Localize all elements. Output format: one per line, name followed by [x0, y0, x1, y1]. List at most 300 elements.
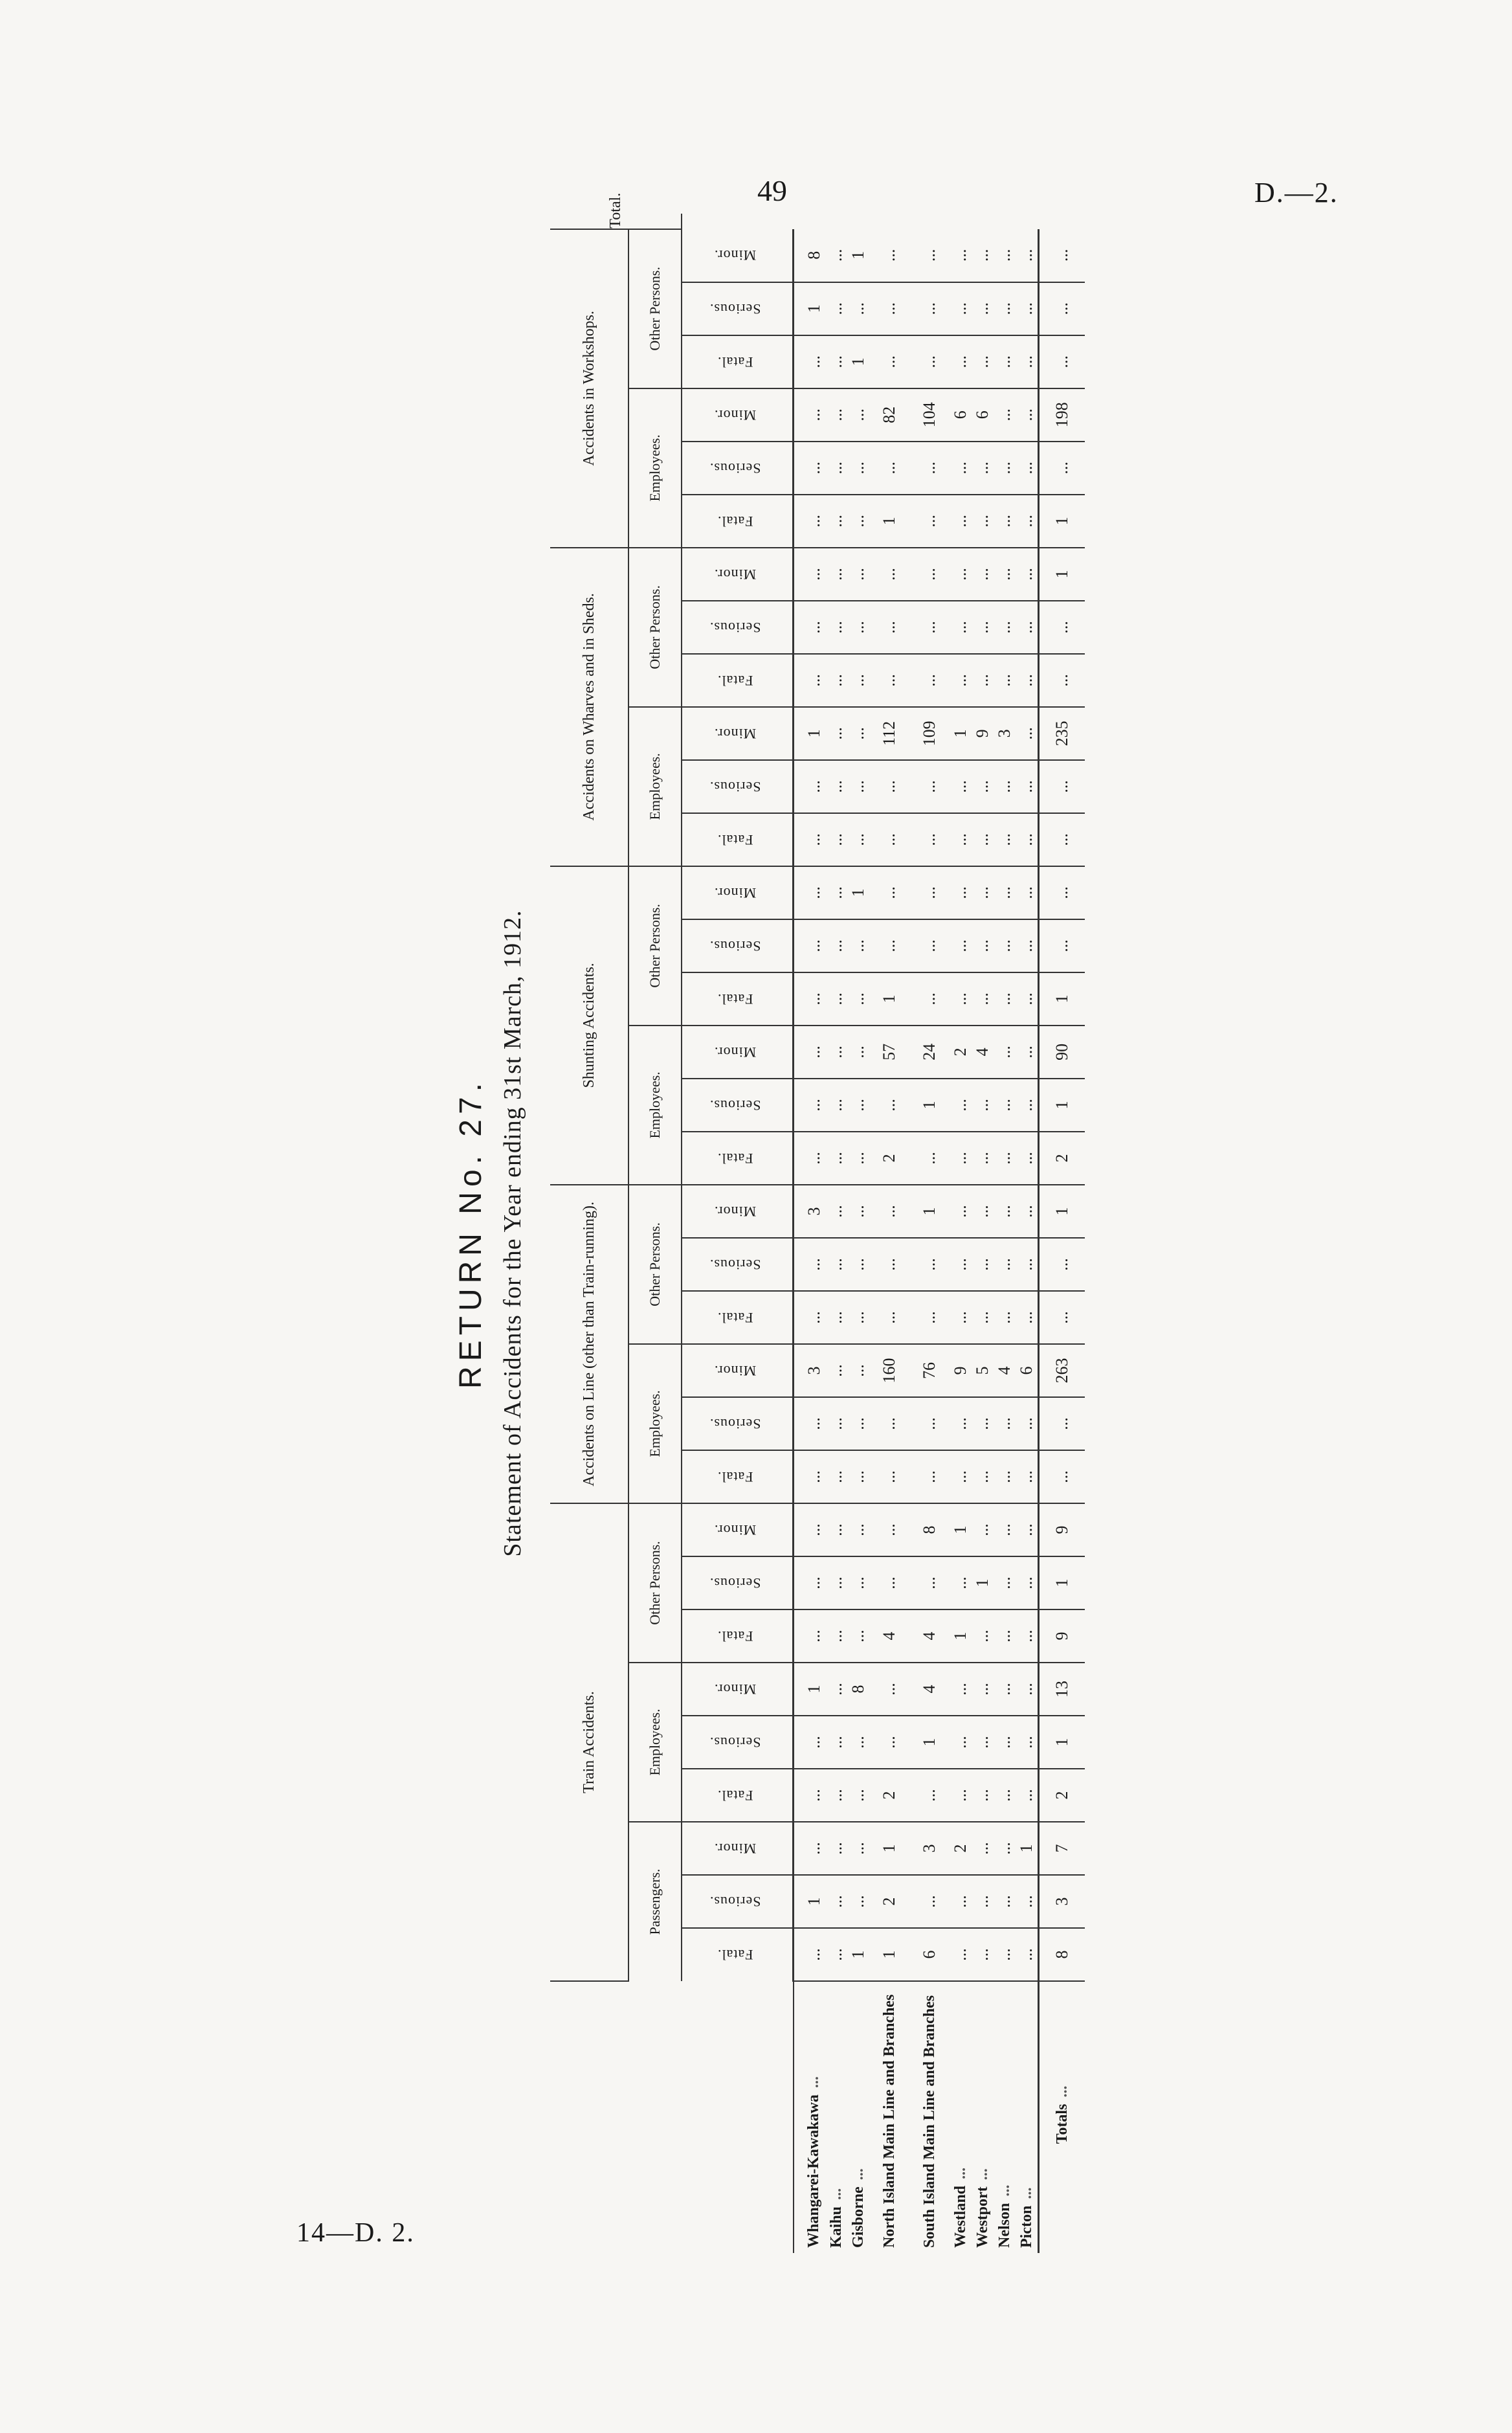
- leader-dots: ...: [1017, 2187, 1035, 2199]
- table-cell: ...: [950, 1663, 972, 1716]
- header-serious: [682, 1397, 794, 1450]
- table-cell: ...: [909, 1397, 950, 1450]
- line-name-text: Totals: [1053, 2103, 1071, 2144]
- header-fatal-label: Fatal.: [717, 672, 753, 689]
- header-minor-label: Minor.: [713, 1203, 757, 1220]
- table-cell: ...: [1016, 495, 1039, 548]
- accidents-table: [550, 192, 1085, 2253]
- table-cell: ...: [847, 707, 869, 760]
- line-name: [869, 1981, 909, 2253]
- table-cell: ...: [994, 601, 1016, 654]
- table-cell: ...: [869, 919, 909, 972]
- leader-dots: ...: [1053, 2085, 1071, 2098]
- header-serious-label: Serious.: [709, 619, 761, 636]
- table-cell: 4: [869, 1609, 909, 1663]
- table-cell: ...: [972, 1079, 994, 1132]
- table-cell: ...: [794, 335, 826, 388]
- table-cell: ...: [869, 1716, 909, 1769]
- table-cell: ...: [794, 1556, 826, 1609]
- table-cell: 4: [909, 1663, 950, 1716]
- table-cell: 1: [909, 1185, 950, 1238]
- table-cell: 1: [794, 1875, 826, 1928]
- table-cell: ...: [994, 1079, 1016, 1132]
- table-cell: ...: [909, 229, 950, 282]
- table-cell: ...: [1016, 1716, 1039, 1769]
- header-fatal-label: Fatal.: [717, 991, 753, 1007]
- header-fatal-label: Fatal.: [717, 1788, 753, 1804]
- table-cell: ...: [1016, 1026, 1039, 1079]
- table-cell: ...: [1039, 335, 1085, 388]
- table-cell: ...: [825, 1132, 847, 1185]
- header-minor-label: Minor.: [713, 725, 757, 742]
- table-cell: ...: [972, 1716, 994, 1769]
- table-cell: 1: [909, 1716, 950, 1769]
- table-cell: ...: [1039, 866, 1085, 919]
- stub-header: [550, 1981, 794, 2253]
- header-minor: [682, 1663, 794, 1716]
- table-cell: ...: [794, 548, 826, 601]
- header-serious: [682, 1556, 794, 1609]
- table-cell: ...: [847, 1079, 869, 1132]
- table-cell: ...: [950, 548, 972, 601]
- table-cell: 9: [950, 1344, 972, 1397]
- table-cell: ...: [869, 601, 909, 654]
- table-cell: 112: [869, 707, 909, 760]
- table-cell: ...: [869, 1556, 909, 1609]
- table-cell: ...: [909, 1291, 950, 1344]
- table-cell: ...: [972, 1238, 994, 1291]
- table-cell: ...: [994, 282, 1016, 335]
- header-serious: [682, 601, 794, 654]
- table-cell: ...: [1039, 1238, 1085, 1291]
- table-cell: ...: [825, 1875, 847, 1928]
- header-employees: Employees.: [628, 1663, 682, 1822]
- table-cell: ...: [1016, 442, 1039, 495]
- table-cell: ...: [847, 1716, 869, 1769]
- table-cell: 1: [847, 866, 869, 919]
- table-cell: ...: [994, 866, 1016, 919]
- table-row: [994, 214, 1016, 2253]
- header-other-persons: Other Persons.: [628, 548, 682, 707]
- table-cell: ...: [847, 1556, 869, 1609]
- table-cell: ...: [909, 548, 950, 601]
- table-cell: ...: [794, 1397, 826, 1450]
- table-cell: 1: [869, 1928, 909, 1981]
- table-cell: 1: [909, 1079, 950, 1132]
- table-cell: ...: [950, 813, 972, 866]
- table-cell: ...: [909, 1132, 950, 1185]
- table-cell: 8: [794, 229, 826, 282]
- table-cell: ...: [869, 548, 909, 601]
- table-cell: 57: [869, 1026, 909, 1079]
- table-cell: ...: [847, 1609, 869, 1663]
- leader-dots: ...: [973, 2168, 991, 2181]
- table-cell: ...: [825, 1238, 847, 1291]
- table-cell: ...: [950, 1716, 972, 1769]
- table-cell: ...: [994, 495, 1016, 548]
- table-cell: ...: [794, 972, 826, 1026]
- table-cell: ...: [794, 1079, 826, 1132]
- table-cell: ...: [847, 1397, 869, 1450]
- table-cell: 7: [1039, 1822, 1085, 1875]
- table-cell: ...: [994, 1663, 1016, 1716]
- header-serious: [682, 1238, 794, 1291]
- table-cell: ...: [825, 1503, 847, 1556]
- table-cell: ...: [950, 1291, 972, 1344]
- table-cell: ...: [1039, 813, 1085, 866]
- table-cell: ...: [972, 1875, 994, 1928]
- table-cell: 4: [972, 1026, 994, 1079]
- header-serious: [682, 760, 794, 813]
- table-cell: 2: [869, 1875, 909, 1928]
- table-cell: ...: [972, 1450, 994, 1503]
- table-cell: ...: [825, 707, 847, 760]
- table-cell: ...: [994, 972, 1016, 1026]
- table-cell: ...: [950, 1556, 972, 1609]
- header-employees: Employees.: [628, 1344, 682, 1503]
- table-cell: 1: [1016, 1822, 1039, 1875]
- table-cell: ...: [994, 1397, 1016, 1450]
- table-cell: ...: [909, 1556, 950, 1609]
- table-cell: ...: [825, 282, 847, 335]
- header-passengers: Passengers.: [628, 1822, 682, 1981]
- table-cell: ...: [847, 1822, 869, 1875]
- table-cell: 2: [869, 1769, 909, 1822]
- table-cell: ...: [950, 229, 972, 282]
- header-serious: [682, 1079, 794, 1132]
- table-cell: ...: [869, 813, 909, 866]
- table-cell: ...: [950, 495, 972, 548]
- table-cell: ...: [1039, 601, 1085, 654]
- table-cell: ...: [869, 1397, 909, 1450]
- table-cell: ...: [847, 813, 869, 866]
- table-cell: 1: [794, 1663, 826, 1716]
- header-other-persons: Other Persons.: [628, 866, 682, 1026]
- table-cell: ...: [950, 601, 972, 654]
- table-cell: ...: [950, 760, 972, 813]
- table-cell: ...: [1039, 1397, 1085, 1450]
- table-cell: ...: [1039, 1450, 1085, 1503]
- table-cell: 1: [950, 1503, 972, 1556]
- table-row: [972, 214, 994, 2253]
- table-cell: ...: [869, 1238, 909, 1291]
- table-cell: 2: [1039, 1132, 1085, 1185]
- table-cell: ...: [825, 1716, 847, 1769]
- table-cell: ...: [794, 495, 826, 548]
- table-cell: ...: [1016, 1397, 1039, 1450]
- header-minor-label: Minor.: [713, 407, 757, 423]
- table-cell: ...: [1016, 1928, 1039, 1981]
- table-cell: ...: [972, 1397, 994, 1450]
- leader-dots: ...: [995, 2184, 1013, 2197]
- table-cell: ...: [972, 813, 994, 866]
- table-row: [869, 214, 909, 2253]
- table-cell: ...: [1016, 1450, 1039, 1503]
- header-minor-label: Minor.: [713, 1841, 757, 1857]
- table-cell: ...: [972, 229, 994, 282]
- line-name: [1016, 1981, 1039, 2253]
- table-cell: ...: [950, 1185, 972, 1238]
- table-cell: ...: [1039, 1291, 1085, 1344]
- header-serious-label: Serious.: [709, 1415, 761, 1432]
- table-cell: ...: [869, 1450, 909, 1503]
- table-cell: ...: [794, 442, 826, 495]
- header-minor: [682, 707, 794, 760]
- table-cell: ...: [869, 760, 909, 813]
- table-cell: 3: [794, 1185, 826, 1238]
- table-cell: ...: [869, 229, 909, 282]
- header-minor: [682, 866, 794, 919]
- table-cell: 1: [950, 707, 972, 760]
- header-serious-label: Serious.: [709, 1097, 761, 1114]
- table-cell: ...: [794, 1769, 826, 1822]
- table-cell: ...: [847, 1450, 869, 1503]
- header-serious-label: Serious.: [709, 300, 761, 317]
- table-cell: ...: [794, 654, 826, 707]
- table-cell: ...: [972, 282, 994, 335]
- table-cell: ...: [825, 1769, 847, 1822]
- table-cell: 1: [1039, 1556, 1085, 1609]
- table-cell: ...: [825, 866, 847, 919]
- table-row: [1016, 214, 1039, 2253]
- header-fatal-label: Fatal.: [717, 353, 753, 370]
- table-cell: ...: [909, 972, 950, 1026]
- table-cell: ...: [869, 1291, 909, 1344]
- table-cell: ...: [909, 760, 950, 813]
- table-cell: ...: [1016, 654, 1039, 707]
- header-serious: [682, 919, 794, 972]
- table-cell: 1: [794, 282, 826, 335]
- table-cell: 8: [1039, 1928, 1085, 1981]
- table-cell: ...: [950, 442, 972, 495]
- header-fatal-label: Fatal.: [717, 1947, 753, 1964]
- table-cell: ...: [1016, 813, 1039, 866]
- header-fatal-label: Fatal.: [717, 513, 753, 530]
- line-name-text: North Island Main Line and Branches: [881, 1994, 898, 2248]
- table-row: [794, 214, 826, 2253]
- table-cell: ...: [1039, 229, 1085, 282]
- header-serious-label: Serious.: [709, 1734, 761, 1751]
- table-cell: ...: [972, 866, 994, 919]
- table-cell: ...: [994, 548, 1016, 601]
- table-cell: ...: [1039, 442, 1085, 495]
- table-cell: ...: [909, 919, 950, 972]
- table-cell: 1: [869, 495, 909, 548]
- table-cell: 1: [1039, 972, 1085, 1026]
- totals-row: [1039, 214, 1085, 2253]
- table-cell: ...: [994, 654, 1016, 707]
- table-cell: ...: [972, 1291, 994, 1344]
- table-cell: 1: [1039, 1716, 1085, 1769]
- table-cell: ...: [972, 442, 994, 495]
- leader-dots: ...: [805, 2076, 823, 2089]
- header-fatal-label: Fatal.: [717, 1309, 753, 1326]
- table-cell: ...: [909, 1769, 950, 1822]
- table-cell: ...: [994, 1132, 1016, 1185]
- table-cell: ...: [1016, 1769, 1039, 1822]
- table-cell: ...: [869, 1503, 909, 1556]
- header-fatal: [682, 335, 794, 388]
- table-cell: 76: [909, 1344, 950, 1397]
- table-cell: ...: [869, 1663, 909, 1716]
- header-serious: [682, 282, 794, 335]
- table-cell: 13: [1039, 1663, 1085, 1716]
- header-minor-label: Minor.: [713, 566, 757, 583]
- header-minor-label: Minor.: [713, 884, 757, 901]
- table-cell: ...: [847, 1026, 869, 1079]
- table-cell: ...: [847, 1132, 869, 1185]
- table-cell: ...: [994, 1185, 1016, 1238]
- table-cell: ...: [794, 601, 826, 654]
- table-cell: ...: [869, 654, 909, 707]
- table-cell: ...: [847, 1185, 869, 1238]
- table-cell: ...: [994, 1556, 1016, 1609]
- line-name: [950, 1981, 972, 2253]
- line-name-text: Whangarei-Kawakawa: [805, 2094, 823, 2248]
- header-fatal-label: Fatal.: [717, 1150, 753, 1167]
- table-cell: 1: [1039, 1079, 1085, 1132]
- table-cell: 6: [909, 1928, 950, 1981]
- table-cell: 3: [994, 707, 1016, 760]
- table-cell: 1: [847, 335, 869, 388]
- header-fatal-label: Fatal.: [717, 831, 753, 848]
- table-cell: 6: [950, 388, 972, 442]
- line-name-text: Westport: [973, 2186, 991, 2248]
- line-name: [909, 1981, 950, 2253]
- table-cell: 3: [1039, 1875, 1085, 1928]
- header-minor-label: Minor.: [713, 1362, 757, 1379]
- line-name: [825, 1981, 847, 2253]
- table-cell: ...: [825, 760, 847, 813]
- table-cell: ...: [825, 1450, 847, 1503]
- table-cell: ...: [825, 388, 847, 442]
- table-cell: 1: [847, 1928, 869, 1981]
- table-cell: ...: [825, 548, 847, 601]
- line-name-text: Picton: [1017, 2205, 1035, 2248]
- header-minor-label: Minor.: [713, 1521, 757, 1538]
- table-cell: ...: [950, 1079, 972, 1132]
- table-cell: ...: [994, 1716, 1016, 1769]
- table-cell: ...: [825, 1609, 847, 1663]
- header-serious: [682, 442, 794, 495]
- table-cell: ...: [972, 335, 994, 388]
- header-minor-label: Minor.: [713, 1044, 757, 1060]
- header-serious-label: Serious.: [709, 937, 761, 954]
- table-cell: ...: [847, 654, 869, 707]
- table-row: [847, 214, 869, 2253]
- table-cell: 198: [1039, 388, 1085, 442]
- table-cell: ...: [1039, 654, 1085, 707]
- table-cell: ...: [847, 548, 869, 601]
- table-cell: ...: [869, 282, 909, 335]
- table-cell: ...: [1016, 388, 1039, 442]
- table-row: [825, 214, 847, 2253]
- table-cell: ...: [869, 1079, 909, 1132]
- table-cell: ...: [950, 866, 972, 919]
- line-name: [972, 1981, 994, 2253]
- header-minor: [682, 1185, 794, 1238]
- header-shunting-accidents: Shunting Accidents.: [550, 866, 628, 1185]
- table-cell: 2: [950, 1822, 972, 1875]
- table-cell: ...: [972, 601, 994, 654]
- table-cell: ...: [972, 654, 994, 707]
- table-cell: ...: [994, 1450, 1016, 1503]
- header-serious-label: Serious.: [709, 460, 761, 477]
- header-other-persons: Other Persons.: [628, 1185, 682, 1344]
- table-cell: ...: [972, 1132, 994, 1185]
- table-cell: 24: [909, 1026, 950, 1079]
- table-cell: ...: [869, 866, 909, 919]
- header-minor: [682, 1026, 794, 1079]
- table-cell: ...: [794, 1716, 826, 1769]
- table-cell: ...: [825, 335, 847, 388]
- table-cell: ...: [825, 1026, 847, 1079]
- table-cell: ...: [1016, 707, 1039, 760]
- table-cell: ...: [950, 654, 972, 707]
- table-cell: ...: [1016, 1238, 1039, 1291]
- table-cell: ...: [794, 1503, 826, 1556]
- table-cell: ...: [972, 1769, 994, 1822]
- table-cell: ...: [1016, 1132, 1039, 1185]
- table-cell: ...: [909, 1450, 950, 1503]
- header-minor: [682, 1822, 794, 1875]
- header-line-accidents: Accidents on Line (other than Train-running).: [550, 1185, 628, 1503]
- line-name-text: Nelson: [995, 2203, 1013, 2248]
- table-cell: ...: [909, 1875, 950, 1928]
- table-cell: 1: [794, 707, 826, 760]
- table-cell: ...: [847, 601, 869, 654]
- table-cell: ...: [1016, 601, 1039, 654]
- table-cell: 6: [972, 388, 994, 442]
- table-cell: ...: [994, 919, 1016, 972]
- table-cell: ...: [869, 442, 909, 495]
- table-cell: ...: [847, 495, 869, 548]
- table-cell: ...: [994, 1238, 1016, 1291]
- table-cell: ...: [869, 335, 909, 388]
- header-fatal-label: Fatal.: [717, 1468, 753, 1485]
- table-cell: ...: [794, 388, 826, 442]
- table-cell: ...: [950, 1450, 972, 1503]
- line-name-text: South Island Main Line and Branches: [921, 1995, 938, 2248]
- table-cell: ...: [847, 760, 869, 813]
- return-title: RETURN No. 27.: [454, 1077, 488, 1389]
- table-cell: 9: [1039, 1503, 1085, 1556]
- table-cell: ...: [847, 1875, 869, 1928]
- leader-dots: ...: [951, 2167, 969, 2179]
- table-cell: ...: [950, 1769, 972, 1822]
- table-cell: 4: [909, 1609, 950, 1663]
- table-cell: ...: [972, 1822, 994, 1875]
- table-cell: ...: [1016, 1079, 1039, 1132]
- table-cell: ...: [950, 1928, 972, 1981]
- header-other-persons: Other Persons.: [628, 1503, 682, 1663]
- table-cell: 3: [794, 1344, 826, 1397]
- table-cell: ...: [994, 1928, 1016, 1981]
- table-cell: ...: [825, 1185, 847, 1238]
- table-cell: ...: [1016, 335, 1039, 388]
- table-cell: ...: [794, 1291, 826, 1344]
- table-cell: 235: [1039, 707, 1085, 760]
- leader-dots: ...: [827, 2188, 845, 2200]
- header-total: Total.: [550, 214, 682, 229]
- header-minor: [682, 229, 794, 282]
- table-cell: ...: [825, 654, 847, 707]
- table-cell: ...: [909, 442, 950, 495]
- table-cell: ...: [869, 1185, 909, 1238]
- table-cell: ...: [994, 1822, 1016, 1875]
- table-cell: ...: [909, 282, 950, 335]
- table-cell: ...: [972, 972, 994, 1026]
